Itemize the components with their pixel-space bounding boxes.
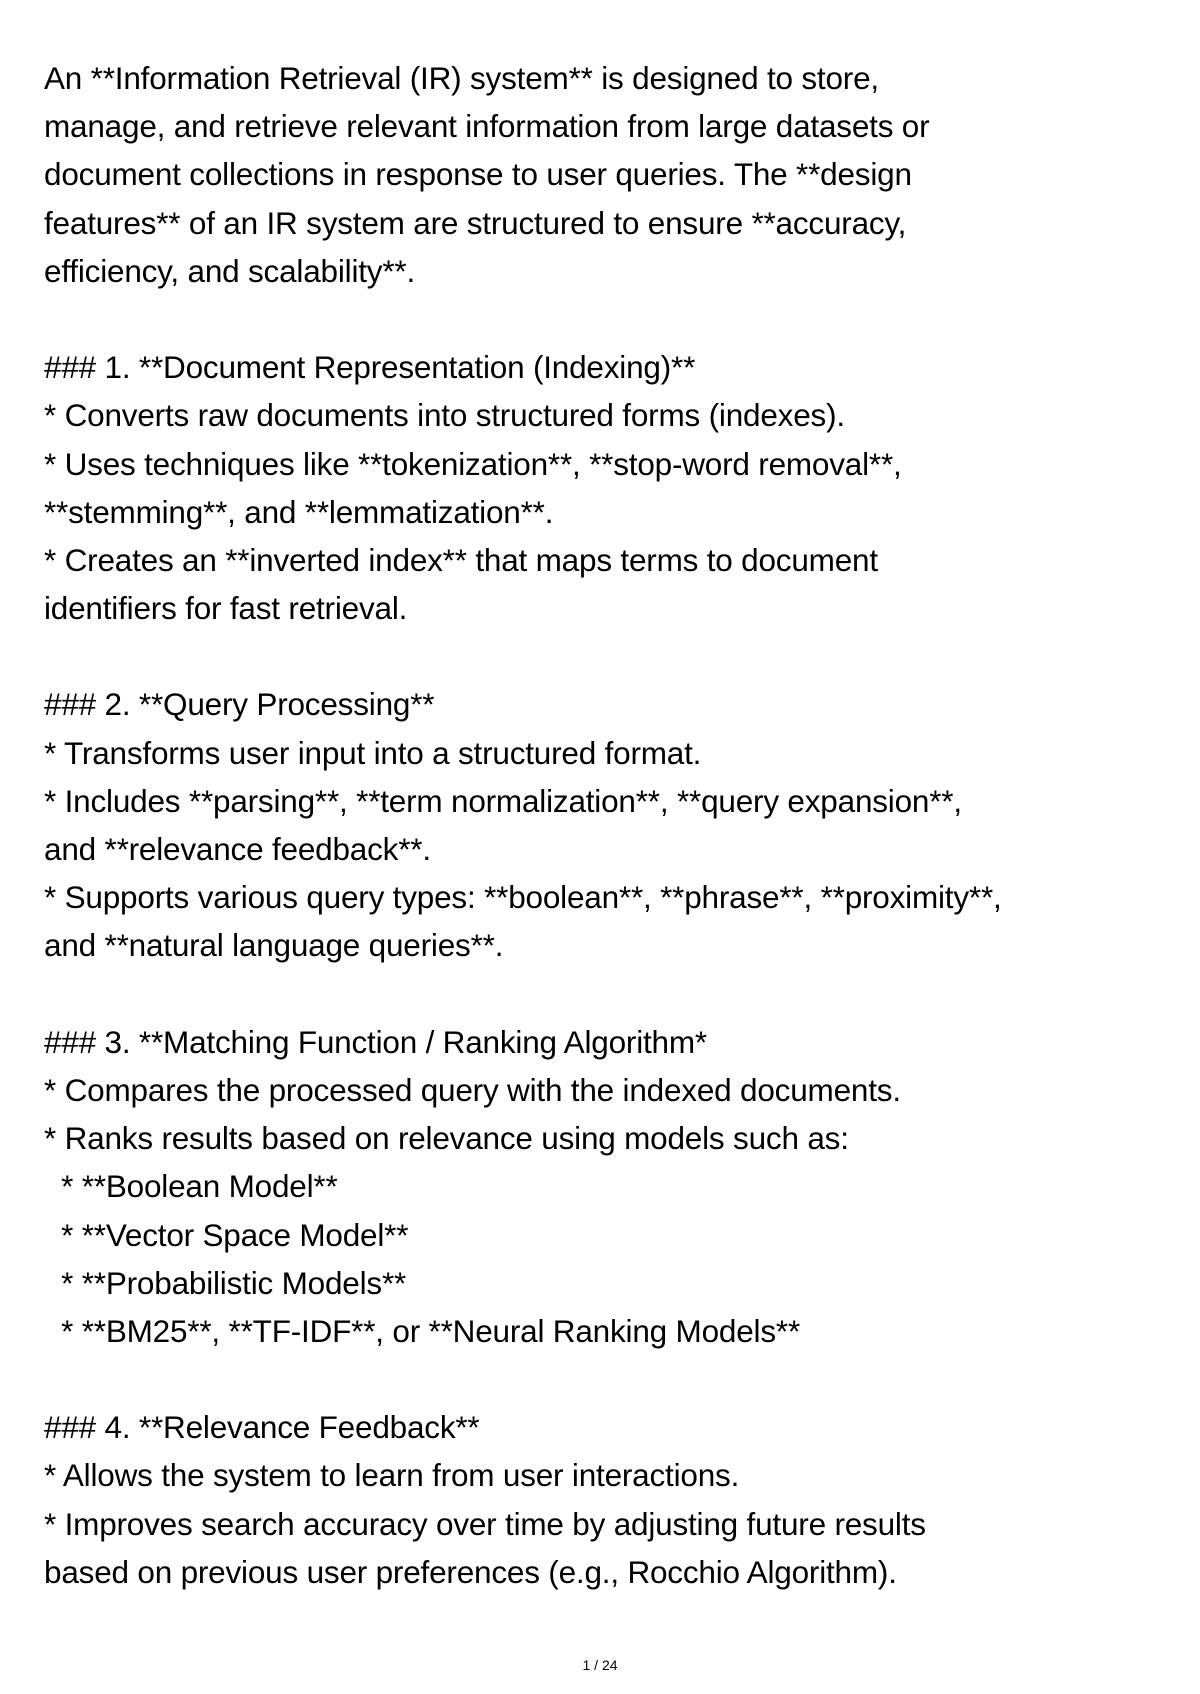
bullet-line: * Converts raw documents into structured forms (indexes).	[44, 397, 845, 434]
bullet-line: * Allows the system to learn from user interactions.	[44, 1457, 740, 1494]
section-heading-3: ### 3. **Matching Function / Ranking Algorithm*	[44, 1023, 707, 1060]
sub-bullet-line: * **Probabilistic Models**	[44, 1264, 407, 1301]
bullet-line: * Compares the processed query with the indexed documents.	[44, 1071, 901, 1108]
text-line: efficiency, and scalability**.	[44, 252, 416, 289]
text-line: **stemming**, and **lemmatization**.	[44, 493, 554, 530]
text-line: manage, and retrieve relevant information from large datasets or	[44, 108, 930, 145]
text-line: identifiers for fast retrieval.	[44, 590, 408, 627]
text-line: based on previous user preferences (e.g., Rocchio Algorithm).	[44, 1553, 897, 1590]
document-body	[44, 54, 1164, 1596]
blank-line	[44, 970, 1164, 1018]
page-number: 1 / 24	[582, 1657, 618, 1673]
sub-bullet-line: * **Vector Space Model**	[44, 1216, 409, 1253]
bullet-line: * Uses techniques like **tokenization**, **stop-word removal**,	[44, 445, 902, 482]
sub-bullet-line: * **BM25**, **TF-IDF**, or **Neural Ranking Models**	[44, 1312, 800, 1349]
text-line: and **natural language queries**.	[44, 927, 504, 964]
bullet-line: * Includes **parsing**, **term normalization**, **query expansion**,	[44, 782, 962, 819]
sub-bullet-line: * **Boolean Model**	[44, 1168, 338, 1205]
blank-line	[44, 1355, 1164, 1403]
bullet-line: * Creates an **inverted index** that maps terms to document	[44, 541, 878, 578]
text-line: features** of an IR system are structured to ensure **accuracy,	[44, 204, 907, 241]
bullet-line: * Ranks results based on relevance using models such as:	[44, 1120, 849, 1157]
blank-line	[44, 632, 1164, 680]
section-heading-1: ### 1. **Document Representation (Indexing)**	[44, 349, 696, 386]
text-line: document collections in response to user queries. The **design	[44, 156, 912, 193]
text-line: and **relevance feedback**.	[44, 831, 431, 867]
text-line: An **Information Retrieval (IR) system** is designed to store,	[44, 60, 879, 96]
section-heading-4: ### 4. **Relevance Feedback**	[44, 1409, 480, 1446]
bullet-line: * Supports various query types: **boolean**, **phrase**, **proximity**,	[44, 879, 1002, 916]
blank-line	[44, 295, 1164, 343]
bullet-line: * Improves search accuracy over time by adjusting future results	[44, 1505, 926, 1542]
bullet-line: * Transforms user input into a structured format.	[44, 734, 702, 771]
section-heading-2: ### 2. **Query Processing**	[44, 686, 435, 723]
